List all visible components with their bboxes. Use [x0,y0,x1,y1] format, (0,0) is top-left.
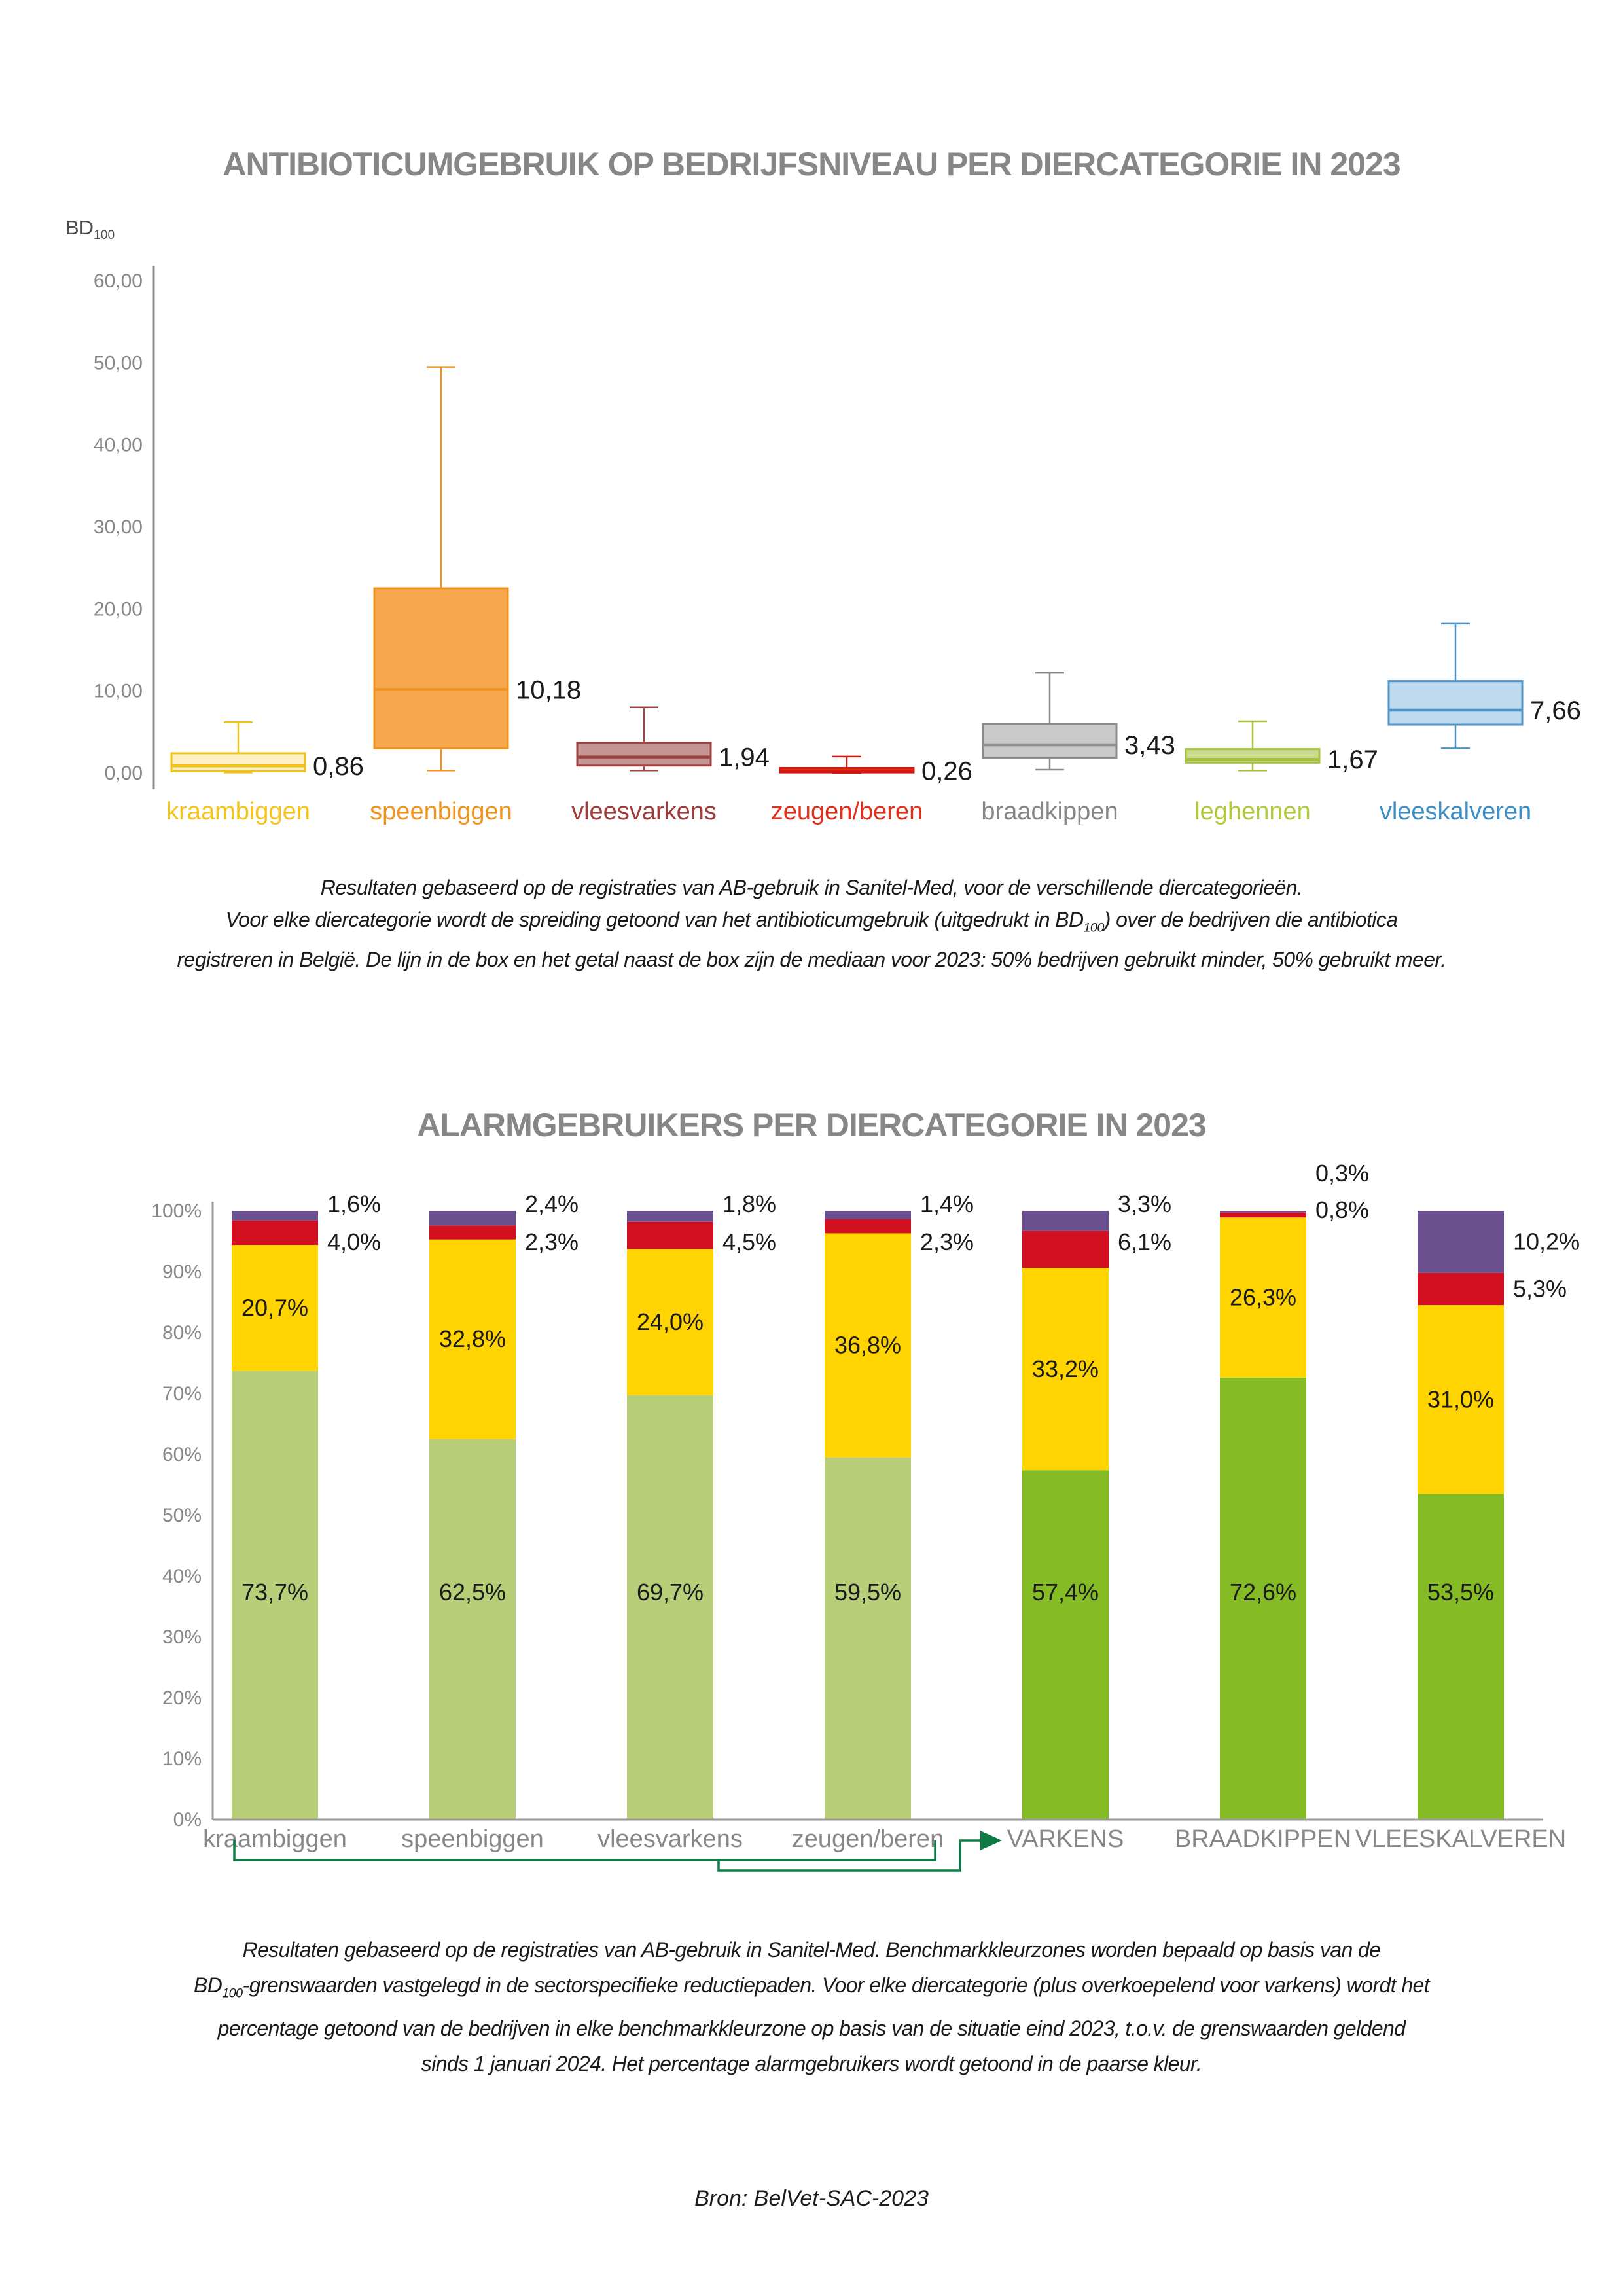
yellow-percent-label: 36,8% [834,1331,902,1359]
green-percent-label: 69,7% [636,1579,704,1605]
y-axis-unit-base: BD [65,216,94,239]
purple-percent-label: 1,4% [920,1191,974,1217]
category-label: zeugen/beren [770,798,923,825]
category-label: speenbiggen [401,1825,544,1853]
boxplot-leghennen [1186,721,1378,825]
bar-VARKENS [1007,1191,1171,1853]
boxplot-chart-title: ANTIBIOTICUMGEBRUIK OP BEDRIJFSNIVEAU PER DIERCATEGORIE IN 2023 [223,146,1400,183]
yellow-percent-label: 26,3% [1229,1283,1297,1311]
footnote-line: sinds 1 januari 2024. Het percentage alarmgebruikers wordt getoond in de paarse kleur. [421,2052,1202,2076]
boxplot-tick-label: 20,00 [93,598,143,620]
bar-kraambiggen [203,1191,381,1853]
green-percent-label: 59,5% [834,1579,902,1605]
red-percent-label: 0,8% [1315,1196,1370,1223]
boxplot-speenbiggen [370,367,581,825]
segment-purple [429,1211,516,1225]
footnote-line: $BD_{100}$-grenswaarden vastgelegd in de sectorspecifieke reductiepaden. Voor elke diercategorie (plus overkoepelend voor varkens) wordt het [193,1973,1430,2001]
box [577,743,711,766]
category-label: speenbiggen [370,798,512,825]
yellow-percent-label: 24,0% [636,1308,704,1336]
stacked-tick-label: 40% [162,1566,202,1587]
bar-speenbiggen [401,1191,579,1853]
segment-purple [1418,1211,1504,1273]
stacked-tick-label: 30% [162,1626,202,1648]
median-label: 7,66 [1530,696,1581,725]
arrow-right-icon [980,1831,1002,1850]
category-label: kraambiggen [203,1825,347,1853]
median-label: 0,26 [921,757,972,786]
segment-red [1022,1231,1109,1268]
segment-red [825,1219,911,1233]
category-label: VARKENS [1007,1825,1124,1853]
category-label: vleesvarkens [597,1825,743,1853]
boxplot-braadkippen [981,673,1175,825]
box [1389,681,1522,725]
red-percent-label: 4,0% [327,1229,382,1255]
boxplot-kraambiggen [166,722,364,825]
median-label: 0,86 [313,752,364,781]
purple-percent-label: 0,3% [1315,1160,1370,1187]
red-percent-label: 4,5% [722,1229,777,1255]
boxplot-tick-label: 40,00 [93,434,143,456]
yellow-percent-label: 32,8% [438,1325,507,1353]
bar-vleesvarkens [597,1191,776,1853]
category-label: VLEESKALVEREN [1355,1825,1567,1853]
yellow-percent-label: 31,0% [1427,1386,1495,1413]
purple-percent-label: 3,3% [1118,1191,1172,1217]
segment-red [1220,1213,1306,1217]
segment-red [429,1225,516,1239]
red-percent-label: 2,3% [920,1229,974,1255]
y-axis-unit-sub: 100 [94,228,115,243]
boxplot-chart [94,266,1581,825]
purple-percent-label: 1,8% [722,1191,777,1217]
segment-purple [825,1211,911,1219]
segment-purple [232,1211,318,1221]
stacked-tick-label: 0% [173,1809,202,1831]
category-label: vleeskalveren [1379,798,1532,825]
segment-red [232,1221,318,1245]
segment-green [429,1439,516,1820]
stacked-tick-label: 20% [162,1687,202,1709]
stacked-tick-label: 70% [162,1383,202,1405]
boxplot-vleesvarkens [571,708,770,825]
category-label: zeugen/beren [791,1825,944,1853]
boxplot-tick-label: 0,00 [104,762,143,784]
stacked-tick-label: 60% [162,1444,202,1465]
yellow-percent-label: 20,7% [241,1294,309,1321]
green-percent-label: 73,7% [241,1579,309,1605]
segment-green [825,1458,911,1820]
category-label: vleesvarkens [571,798,717,825]
bar-VLEESKALVEREN [1355,1211,1580,1853]
footnote-boxplot [0,872,1623,976]
segment-green [1418,1494,1504,1820]
median-label: 3,43 [1124,731,1175,761]
source-note: Bron: BelVet-SAC-2023 [694,2186,929,2211]
red-percent-label: 6,1% [1118,1229,1172,1255]
red-percent-label: 5,3% [1513,1275,1567,1302]
stacked-tick-label: 100% [151,1200,202,1222]
segment-red [1418,1273,1504,1305]
boxplot-vleeskalveren [1380,624,1581,825]
category-label: kraambiggen [166,798,310,825]
median-label: 10,18 [516,675,582,705]
stacked-tick-label: 10% [162,1748,202,1770]
red-percent-label: 2,3% [525,1229,579,1255]
footnote-line: Resultaten gebaseerd op de registraties van AB-gebruik in Sanitel-Med, voor de verschillende diercategorieën. [320,876,1303,899]
bar-zeugen/beren [792,1191,974,1853]
footnote-line: Resultaten gebaseerd op de registraties van AB-gebruik in Sanitel-Med. Benchmarkkleurzones worden bepaald op basis van de [242,1938,1381,1962]
category-label: leghennen [1194,798,1311,825]
segment-red [627,1222,713,1249]
stacked-chart-title: ALARMGEBRUIKERS PER DIERCATEGORIE IN 2023 [417,1107,1206,1143]
boxplot-tick-label: 50,00 [93,352,143,374]
footnote-line: registreren in België. De lijn in de box en het getal naast de box zijn de mediaan voor 2023: 50% bedrijven gebruikt minder, 50% gebruikt meer. [177,948,1446,972]
stacked-tick-label: 50% [162,1505,202,1526]
stacked-tick-label: 80% [162,1322,202,1344]
stacked-bar-chart [151,1160,1580,1871]
footnote-stacked [0,1932,1623,2081]
stacked-tick-label: 90% [162,1261,202,1283]
median-label: 1,67 [1327,745,1378,775]
segment-purple [1022,1211,1109,1231]
segment-purple [1220,1211,1306,1213]
green-percent-label: 57,4% [1031,1579,1099,1605]
box [374,588,508,748]
segment-purple [627,1211,713,1222]
segment-green [1022,1470,1109,1820]
green-percent-label: 72,6% [1229,1579,1297,1605]
bar-BRAADKIPPEN [1175,1160,1369,1853]
green-percent-label: 62,5% [438,1579,507,1605]
purple-percent-label: 1,6% [327,1191,382,1217]
boxplot-tick-label: 30,00 [93,516,143,539]
category-label: braadkippen [981,798,1118,825]
box [983,724,1116,759]
green-percent-label: 53,5% [1427,1579,1495,1605]
boxplot-tick-label: 60,00 [93,270,143,293]
purple-percent-label: 2,4% [525,1191,579,1217]
footnote-line: Voor elke diercategorie wordt de spreiding getoond van het antibioticumgebruik (uitgedrukt in $BD_{100}$) over de bedrijven die antibiotica [225,908,1398,935]
footnote-line: percentage getoond van de bedrijven in elke benchmarkkleurzone op basis van de situatie eind 2023, t.o.v. de grenswaarden geldend [217,2017,1406,2041]
median-label: 1,94 [719,743,770,772]
boxplot-tick-label: 10,00 [93,680,143,702]
box [171,753,305,772]
purple-percent-label: 10,2% [1513,1228,1580,1255]
boxplot-zeugen/beren [771,757,972,825]
segment-green [627,1395,713,1820]
yellow-percent-label: 33,2% [1031,1355,1099,1382]
category-label: BRAADKIPPEN [1174,1825,1352,1853]
